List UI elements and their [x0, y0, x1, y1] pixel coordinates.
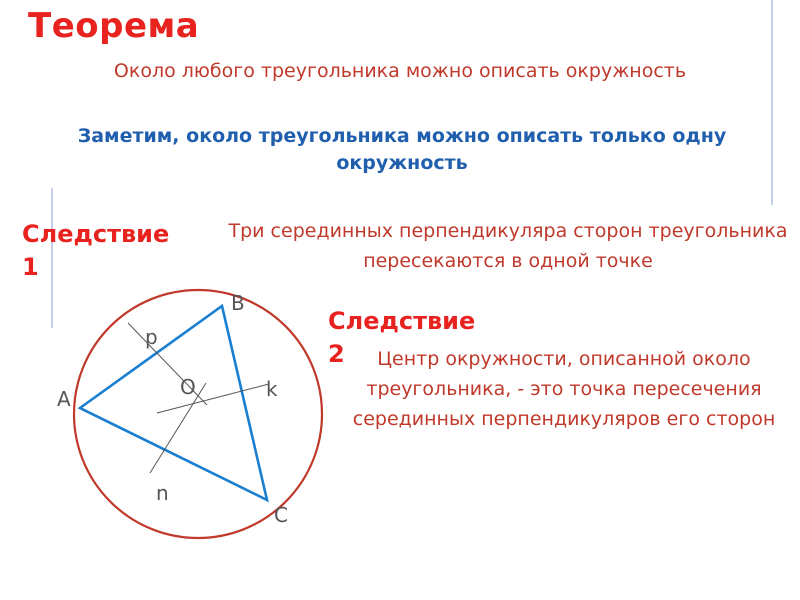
perpendicular-bisector-k [157, 384, 269, 413]
bisector-label-p: p [145, 325, 158, 349]
corollary-1-heading-word: Следствие [22, 220, 170, 248]
vertex-label-b: B [231, 291, 245, 315]
uniqueness-note: Заметим, около треугольника можно описать только одну окружность [77, 125, 727, 174]
corollary-1-text: Три серединных перпендикуляра сторон треугольника пересекаются в одной точке [228, 220, 788, 272]
corollary-2-text: Центр окружности, описанной около треугольника, - это точка пересечения серединных перпендикуляров его сторон [352, 348, 776, 430]
center-label-o: O [180, 375, 196, 399]
vertex-label-c: C [274, 503, 288, 527]
corollary-1-heading-number: 1 [22, 253, 39, 281]
circumscribed-circle [74, 290, 322, 538]
vertex-label-a: A [57, 387, 71, 411]
corollary-2-heading-word: Следствие [328, 307, 476, 335]
triangle-abc [80, 306, 267, 500]
perpendicular-bisector-n [150, 383, 206, 473]
bisector-label-n: n [156, 481, 169, 505]
corollary-2-heading-number: 2 [328, 340, 345, 368]
bisector-label-k: k [266, 377, 278, 401]
slide-title: Теорема [28, 6, 200, 46]
theorem-statement: Около любого треугольника можно описать окружность [113, 60, 687, 82]
